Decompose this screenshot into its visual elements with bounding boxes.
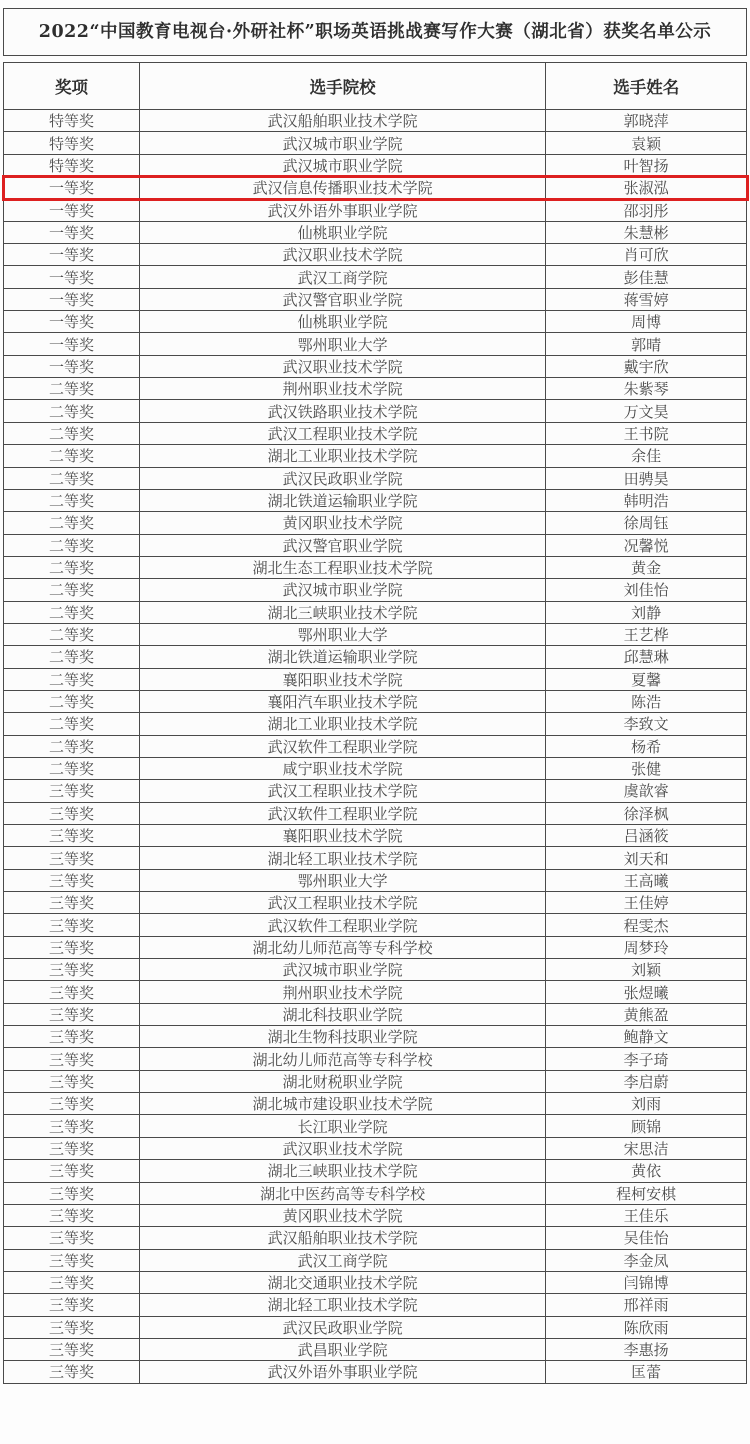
cell-name: 吕涵筱 (546, 825, 747, 847)
table-row (4, 400, 747, 422)
cell-school: 武汉职业技术学院 (139, 355, 545, 377)
cell-award: 二等奖 (4, 534, 140, 556)
cell-school: 武汉警官职业学院 (139, 534, 545, 556)
cell-award: 二等奖 (4, 601, 140, 623)
cell-name: 夏馨 (546, 668, 747, 690)
table-row (4, 1294, 747, 1316)
cell-award: 三等奖 (4, 847, 140, 869)
cell-award: 三等奖 (4, 1204, 140, 1226)
cell-school: 武汉城市职业学院 (139, 579, 545, 601)
cell-name: 邱慧琳 (546, 646, 747, 668)
cell-award: 一等奖 (4, 199, 140, 221)
table-row (4, 1160, 747, 1182)
cell-name: 刘雨 (546, 1093, 747, 1115)
cell-award: 特等奖 (4, 154, 140, 176)
cell-award: 二等奖 (4, 378, 140, 400)
cell-school: 武昌职业学院 (139, 1338, 545, 1360)
cell-name: 李惠扬 (546, 1338, 747, 1360)
cell-school: 武汉民政职业学院 (139, 467, 545, 489)
table-row (4, 1070, 747, 1092)
cell-school: 湖北铁道运输职业学院 (139, 646, 545, 668)
cell-school: 武汉工程职业技术学院 (139, 892, 545, 914)
cell-name: 闫锦博 (546, 1271, 747, 1293)
cell-award: 三等奖 (4, 869, 140, 891)
cell-name: 叶智扬 (546, 154, 747, 176)
cell-award: 一等奖 (4, 288, 140, 310)
cell-name: 匡蕾 (546, 1361, 747, 1383)
cell-award: 三等奖 (4, 1003, 140, 1025)
cell-name: 鲍静文 (546, 1026, 747, 1048)
cell-name: 吴佳怡 (546, 1227, 747, 1249)
cell-award: 三等奖 (4, 1338, 140, 1360)
cell-school: 武汉工程职业技术学院 (139, 422, 545, 444)
cell-award: 一等奖 (4, 266, 140, 288)
table-row (4, 512, 747, 534)
table-row (4, 914, 747, 936)
table-row (4, 780, 747, 802)
table-row (4, 959, 747, 981)
table-row (4, 892, 747, 914)
table-row (4, 132, 747, 154)
table-row (4, 556, 747, 578)
cell-name: 黄熊盈 (546, 1003, 747, 1025)
table-row (4, 534, 747, 556)
cell-school: 武汉工商学院 (139, 266, 545, 288)
cell-school: 武汉城市职业学院 (139, 154, 545, 176)
cell-school: 湖北中医药高等专科学校 (139, 1182, 545, 1204)
cell-award: 特等奖 (4, 132, 140, 154)
table-row (4, 199, 747, 221)
cell-award: 二等奖 (4, 422, 140, 444)
cell-award: 三等奖 (4, 1115, 140, 1137)
cell-school: 湖北幼儿师范高等专科学校 (139, 936, 545, 958)
cell-name: 虞歆睿 (546, 780, 747, 802)
table-row-highlighted (4, 177, 747, 199)
cell-award: 三等奖 (4, 780, 140, 802)
cell-award: 一等奖 (4, 333, 140, 355)
cell-award: 一等奖 (4, 311, 140, 333)
cell-school: 湖北财税职业学院 (139, 1070, 545, 1092)
cell-award: 三等奖 (4, 1160, 140, 1182)
cell-award: 三等奖 (4, 825, 140, 847)
cell-school: 武汉城市职业学院 (139, 132, 545, 154)
cell-award: 二等奖 (4, 757, 140, 779)
table-row (4, 1026, 747, 1048)
table-row (4, 1182, 747, 1204)
cell-award: 二等奖 (4, 556, 140, 578)
cell-award: 特等奖 (4, 110, 140, 132)
cell-award: 二等奖 (4, 467, 140, 489)
cell-name: 蒋雪婷 (546, 288, 747, 310)
cell-name: 李子琦 (546, 1048, 747, 1070)
cell-school: 荆州职业技术学院 (139, 378, 545, 400)
cell-name: 程柯安棋 (546, 1182, 747, 1204)
cell-award: 三等奖 (4, 959, 140, 981)
cell-award: 二等奖 (4, 512, 140, 534)
cell-school: 湖北城市建设职业技术学院 (139, 1093, 545, 1115)
cell-award: 三等奖 (4, 1249, 140, 1271)
cell-name: 杨希 (546, 735, 747, 757)
cell-name: 王佳乐 (546, 1204, 747, 1226)
cell-name: 戴宇欣 (546, 355, 747, 377)
cell-school: 武汉工程职业技术学院 (139, 780, 545, 802)
cell-name: 肖可欣 (546, 244, 747, 266)
table-row (4, 757, 747, 779)
cell-school: 武汉软件工程职业学院 (139, 735, 545, 757)
cell-award: 二等奖 (4, 579, 140, 601)
cell-name: 万文昊 (546, 400, 747, 422)
cell-school: 荆州职业技术学院 (139, 981, 545, 1003)
cell-award: 二等奖 (4, 646, 140, 668)
page-title: 2022“中国教育电视台·外研社杯”职场英语挑战赛写作大赛（湖北省）获奖名单公示 (3, 8, 747, 56)
cell-award: 三等奖 (4, 1227, 140, 1249)
cell-award: 三等奖 (4, 892, 140, 914)
table-row (4, 378, 747, 400)
cell-award: 三等奖 (4, 1093, 140, 1115)
cell-name: 况馨悦 (546, 534, 747, 556)
column-header-name: 选手姓名 (546, 63, 747, 110)
cell-name: 张健 (546, 757, 747, 779)
cell-name: 邢祥雨 (546, 1294, 747, 1316)
cell-name: 王书院 (546, 422, 747, 444)
table-body (4, 110, 747, 1384)
cell-school: 武汉信息传播职业技术学院 (139, 177, 545, 199)
table-row (4, 221, 747, 243)
cell-school: 武汉警官职业学院 (139, 288, 545, 310)
table-row (4, 690, 747, 712)
cell-award: 三等奖 (4, 1294, 140, 1316)
cell-name: 徐周钰 (546, 512, 747, 534)
table-row (4, 1093, 747, 1115)
table-row (4, 1249, 747, 1271)
cell-school: 鄂州职业大学 (139, 869, 545, 891)
table-row (4, 1271, 747, 1293)
cell-name: 徐泽枫 (546, 802, 747, 824)
cell-school: 湖北生物科技职业学院 (139, 1026, 545, 1048)
table-row (4, 266, 747, 288)
cell-award: 二等奖 (4, 713, 140, 735)
cell-name: 韩明浩 (546, 489, 747, 511)
cell-name: 余佳 (546, 445, 747, 467)
cell-name: 刘静 (546, 601, 747, 623)
cell-name: 刘颖 (546, 959, 747, 981)
cell-award: 二等奖 (4, 489, 140, 511)
cell-school: 武汉工商学院 (139, 1249, 545, 1271)
cell-award: 三等奖 (4, 936, 140, 958)
cell-school: 武汉船舶职业技术学院 (139, 110, 545, 132)
cell-school: 湖北三峡职业技术学院 (139, 1160, 545, 1182)
table-row (4, 713, 747, 735)
table-row (4, 936, 747, 958)
table-header-row (4, 63, 747, 110)
cell-award: 一等奖 (4, 355, 140, 377)
cell-name: 邵羽彤 (546, 199, 747, 221)
cell-school: 湖北科技职业学院 (139, 1003, 545, 1025)
cell-name: 张淑泓 (546, 177, 747, 199)
cell-school: 湖北幼儿师范高等专科学校 (139, 1048, 545, 1070)
cell-name: 李启蔚 (546, 1070, 747, 1092)
cell-name: 李致文 (546, 713, 747, 735)
cell-award: 二等奖 (4, 668, 140, 690)
cell-school: 武汉船舶职业技术学院 (139, 1227, 545, 1249)
table-row (4, 1361, 747, 1383)
cell-school: 湖北轻工职业技术学院 (139, 1294, 545, 1316)
cell-name: 张煜曦 (546, 981, 747, 1003)
cell-name: 袁颖 (546, 132, 747, 154)
table-row (4, 110, 747, 132)
cell-school: 湖北轻工职业技术学院 (139, 847, 545, 869)
table-row (4, 445, 747, 467)
cell-name: 郭晓萍 (546, 110, 747, 132)
cell-name: 陈欣雨 (546, 1316, 747, 1338)
cell-award: 一等奖 (4, 221, 140, 243)
cell-name: 程雯杰 (546, 914, 747, 936)
cell-award: 三等奖 (4, 1137, 140, 1159)
table-row (4, 735, 747, 757)
table-row (4, 1227, 747, 1249)
cell-award: 一等奖 (4, 177, 140, 199)
cell-school: 仙桃职业学院 (139, 311, 545, 333)
cell-school: 武汉软件工程职业学院 (139, 914, 545, 936)
cell-school: 湖北生态工程职业技术学院 (139, 556, 545, 578)
table-row (4, 467, 747, 489)
cell-school: 襄阳职业技术学院 (139, 825, 545, 847)
cell-name: 刘佳怡 (546, 579, 747, 601)
cell-award: 三等奖 (4, 1361, 140, 1383)
cell-name: 彭佳慧 (546, 266, 747, 288)
cell-award: 二等奖 (4, 445, 140, 467)
table-row (4, 1316, 747, 1338)
cell-school: 武汉城市职业学院 (139, 959, 545, 981)
cell-name: 朱慧彬 (546, 221, 747, 243)
cell-name: 陈浩 (546, 690, 747, 712)
cell-school: 襄阳职业技术学院 (139, 668, 545, 690)
cell-school: 湖北铁道运输职业学院 (139, 489, 545, 511)
cell-name: 郭晴 (546, 333, 747, 355)
table-row (4, 355, 747, 377)
cell-name: 王高曦 (546, 869, 747, 891)
table-row (4, 668, 747, 690)
table-row (4, 1137, 747, 1159)
cell-award: 三等奖 (4, 1271, 140, 1293)
awards-table (3, 62, 747, 1384)
cell-award: 三等奖 (4, 1026, 140, 1048)
cell-name: 周梦玲 (546, 936, 747, 958)
column-header-award: 奖项 (4, 63, 140, 110)
table-row (4, 1338, 747, 1360)
cell-school: 武汉民政职业学院 (139, 1316, 545, 1338)
table-row (4, 311, 747, 333)
cell-award: 一等奖 (4, 244, 140, 266)
table-row (4, 601, 747, 623)
cell-award: 二等奖 (4, 735, 140, 757)
cell-school: 咸宁职业技术学院 (139, 757, 545, 779)
cell-name: 王佳婷 (546, 892, 747, 914)
cell-school: 武汉软件工程职业学院 (139, 802, 545, 824)
cell-school: 武汉职业技术学院 (139, 244, 545, 266)
cell-school: 武汉外语外事职业学院 (139, 1361, 545, 1383)
table-row (4, 981, 747, 1003)
cell-award: 二等奖 (4, 623, 140, 645)
cell-name: 田骋昊 (546, 467, 747, 489)
table-row (4, 579, 747, 601)
cell-school: 黄冈职业技术学院 (139, 1204, 545, 1226)
cell-name: 黄依 (546, 1160, 747, 1182)
cell-award: 三等奖 (4, 1182, 140, 1204)
table-row (4, 1115, 747, 1137)
cell-school: 武汉职业技术学院 (139, 1137, 545, 1159)
cell-school: 湖北工业职业技术学院 (139, 713, 545, 735)
cell-school: 湖北工业职业技术学院 (139, 445, 545, 467)
cell-award: 三等奖 (4, 914, 140, 936)
cell-school: 湖北交通职业技术学院 (139, 1271, 545, 1293)
column-header-school: 选手院校 (139, 63, 545, 110)
cell-school: 武汉铁路职业技术学院 (139, 400, 545, 422)
cell-award: 二等奖 (4, 690, 140, 712)
table-row (4, 1003, 747, 1025)
cell-award: 二等奖 (4, 400, 140, 422)
cell-award: 三等奖 (4, 802, 140, 824)
cell-name: 朱紫琴 (546, 378, 747, 400)
table-row (4, 333, 747, 355)
cell-school: 湖北三峡职业技术学院 (139, 601, 545, 623)
table-row (4, 288, 747, 310)
table-row (4, 869, 747, 891)
table-row (4, 802, 747, 824)
cell-award: 三等奖 (4, 1070, 140, 1092)
cell-award: 三等奖 (4, 1316, 140, 1338)
cell-name: 周博 (546, 311, 747, 333)
cell-award: 三等奖 (4, 981, 140, 1003)
cell-name: 黄金 (546, 556, 747, 578)
award-announcement-page (3, 0, 747, 1384)
table-row (4, 623, 747, 645)
cell-name: 王艺桦 (546, 623, 747, 645)
table-row (4, 1048, 747, 1070)
cell-name: 宋思洁 (546, 1137, 747, 1159)
table-row (4, 1204, 747, 1226)
cell-school: 鄂州职业大学 (139, 333, 545, 355)
cell-school: 鄂州职业大学 (139, 623, 545, 645)
table-row (4, 825, 747, 847)
cell-school: 襄阳汽车职业技术学院 (139, 690, 545, 712)
table-row (4, 422, 747, 444)
table-row (4, 847, 747, 869)
cell-school: 黄冈职业技术学院 (139, 512, 545, 534)
cell-name: 刘天和 (546, 847, 747, 869)
cell-award: 三等奖 (4, 1048, 140, 1070)
cell-name: 李金凤 (546, 1249, 747, 1271)
cell-school: 仙桃职业学院 (139, 221, 545, 243)
table-row (4, 489, 747, 511)
cell-school: 长江职业学院 (139, 1115, 545, 1137)
cell-school: 武汉外语外事职业学院 (139, 199, 545, 221)
table-row (4, 154, 747, 176)
table-row (4, 244, 747, 266)
table-row (4, 646, 747, 668)
cell-name: 顾锦 (546, 1115, 747, 1137)
